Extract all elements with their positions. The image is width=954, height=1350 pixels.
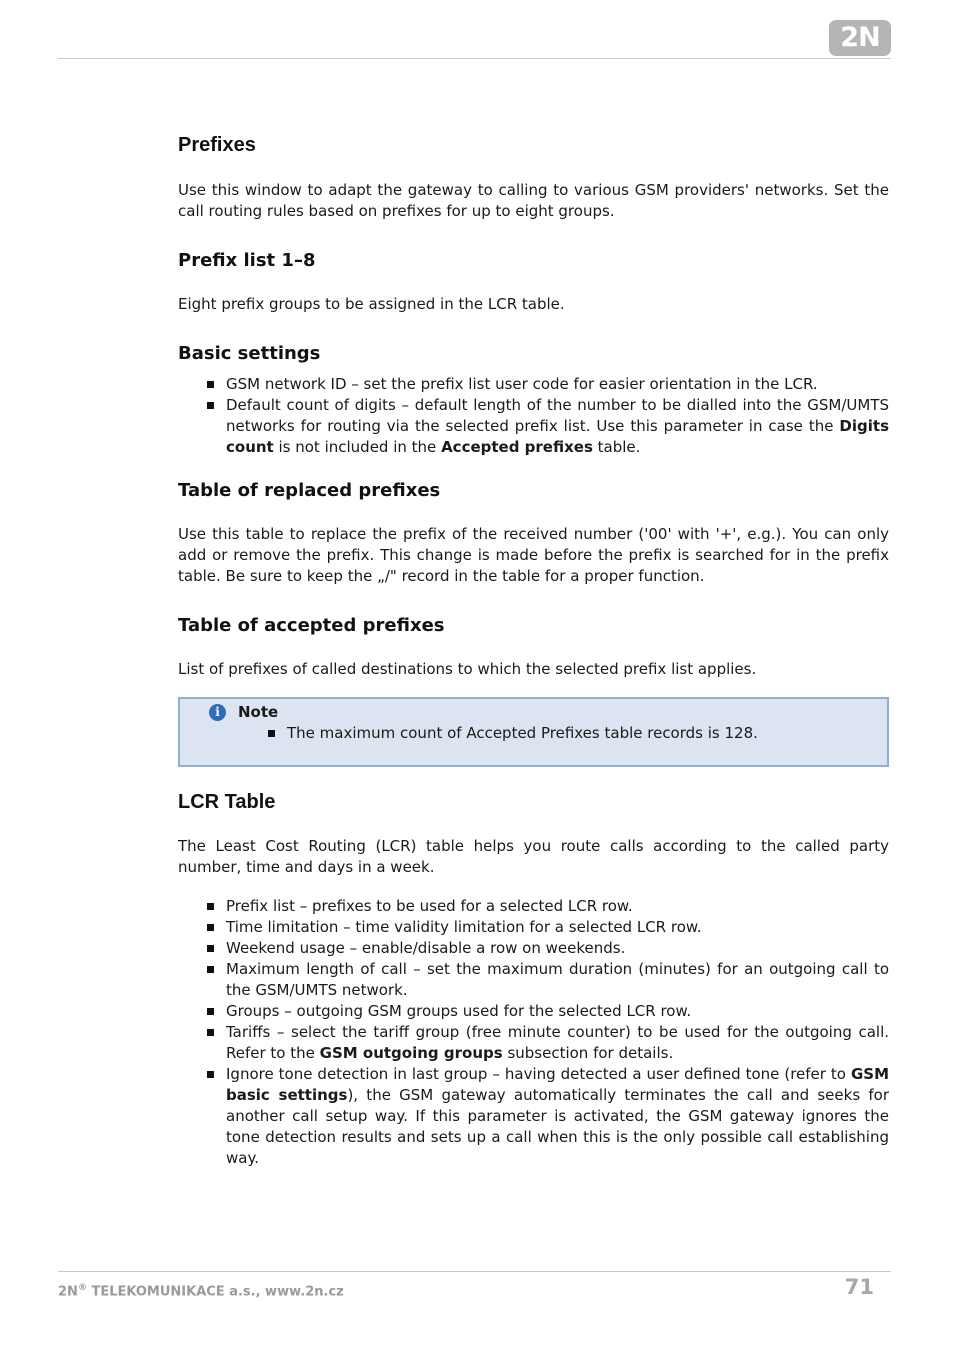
prefix-list-text: Eight prefix groups to be assigned in the LCR table. xyxy=(178,295,565,313)
basic-settings-list xyxy=(178,374,889,458)
footer-company: 2N® TELEKOMUNIKACE a.s., www.2n.cz xyxy=(58,1283,344,1300)
note-box xyxy=(178,697,889,767)
list-item: Prefix list – prefixes to be used for a selected LCR row. xyxy=(178,896,889,917)
accepted-prefixes-heading: Table of accepted prefixes xyxy=(178,615,445,636)
lcr-table-text: The Least Cost Routing (LCR) table helps you route calls according to the called party number, time and days in a week. xyxy=(178,837,889,876)
header-divider xyxy=(58,58,891,59)
footer-divider xyxy=(58,1271,891,1272)
list-item: Default count of digits – default length of the number to be dialled into the GSM/UMTS networks for routing via the selected prefix list. Use this parameter in case the Digits count is not included in the Accepted prefixes table. xyxy=(178,395,889,458)
brand-logo: 2N xyxy=(829,20,891,56)
page-number: 71 xyxy=(844,1275,874,1299)
info-icon: i xyxy=(209,704,226,721)
list-item: Tariffs – select the tariff group (free minute counter) to be used for the outgoing call. Refer to the GSM outgoing groups subsection for details. xyxy=(178,1022,889,1064)
replaced-prefixes-heading: Table of replaced prefixes xyxy=(178,480,441,501)
note-list xyxy=(239,723,879,744)
replaced-prefixes-text: Use this table to replace the prefix of the received number ('00' with '+', e.g.). You can only add or remove the prefix. This change is made before the prefix is searched for in the prefix table. Be sure to keep the „/" record in the table for a proper function. xyxy=(178,525,889,585)
lcr-table-list xyxy=(178,896,889,1169)
list-item: GSM network ID – set the prefix list user code for easier orientation in the LCR. xyxy=(178,374,889,395)
prefixes-heading: Prefixes xyxy=(178,134,256,156)
basic-settings-heading: Basic settings xyxy=(178,343,321,364)
list-item: Ignore tone detection in last group – having detected a user defined tone (refer to GSM basic settings), the GSM gateway automatically terminates the call and seeks for another call setup way. If this parameter is activated, the GSM gateway ignores the tone detection results and sets up a call when this is the only possible call establishing way. xyxy=(178,1064,889,1169)
list-item: Weekend usage – enable/disable a row on weekends. xyxy=(178,938,889,959)
prefixes-text: Use this window to adapt the gateway to calling to various GSM providers' networks. Set the call routing rules based on prefixes for up to eight groups. xyxy=(178,181,889,220)
note-title: Note xyxy=(238,703,279,721)
list-item: Time limitation – time validity limitation for a selected LCR row. xyxy=(178,917,889,938)
list-item: The maximum count of Accepted Prefixes table records is 128. xyxy=(239,723,879,744)
list-item: Maximum length of call – set the maximum duration (minutes) for an outgoing call to the GSM/UMTS network. xyxy=(178,959,889,1001)
lcr-table-heading: LCR Table xyxy=(178,791,276,813)
prefix-list-heading: Prefix list 1–8 xyxy=(178,250,316,271)
accepted-prefixes-text: List of prefixes of called destinations to which the selected prefix list applies. xyxy=(178,660,757,678)
list-item: Groups – outgoing GSM groups used for the selected LCR row. xyxy=(178,1001,889,1022)
